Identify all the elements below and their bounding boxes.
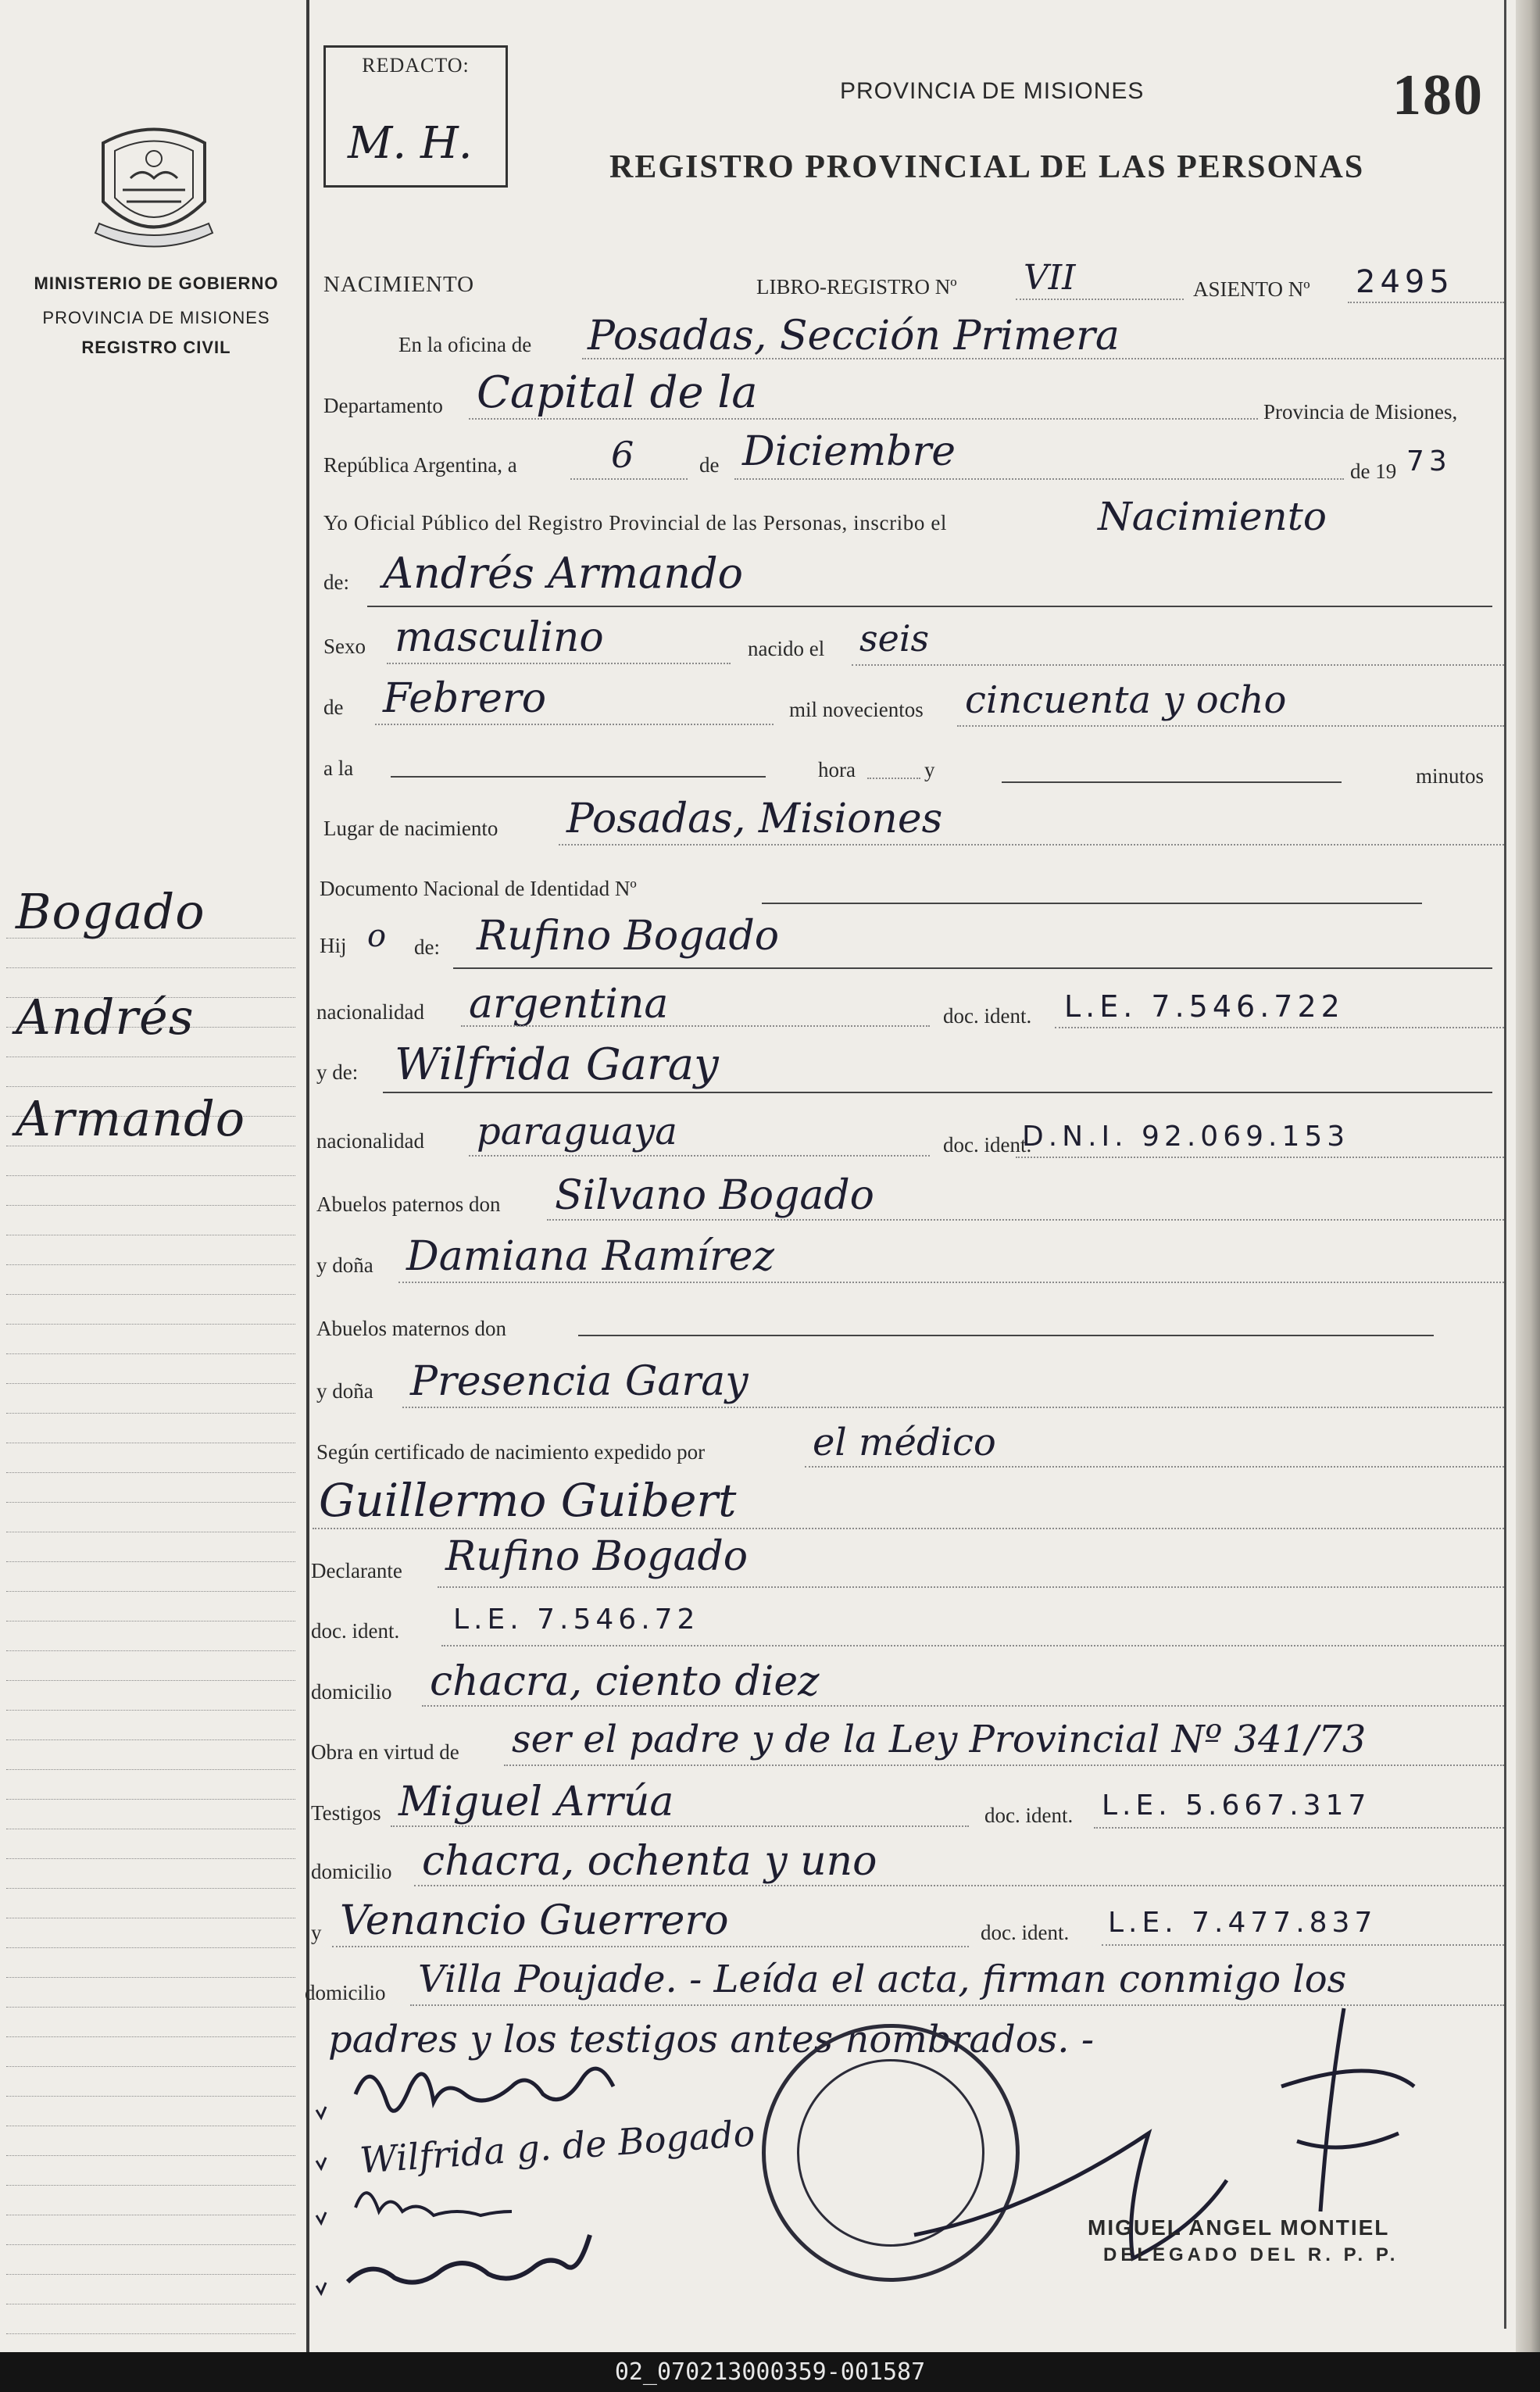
sexo-line	[387, 663, 731, 664]
padre-nac-label: nacionalidad	[316, 1000, 424, 1024]
lugar-value: Posadas, Misiones	[566, 796, 943, 842]
dni-line	[762, 903, 1422, 904]
departamento-line	[469, 418, 1258, 420]
redacto-initials: M. H.	[348, 118, 473, 169]
asiento-value: 2495	[1356, 264, 1454, 300]
official-stamp-name: MIGUEL ANGEL MONTIEL	[1088, 2215, 1390, 2240]
abuela-pat-value: Damiana Ramírez	[406, 1233, 774, 1280]
ministry-line1: MINISTERIO DE GOBIERNO	[34, 274, 279, 293]
departamento-value: Capital de la	[477, 367, 758, 418]
margin-rule	[6, 2096, 295, 2097]
margin-rule	[6, 1502, 295, 1503]
margin-rule	[6, 1858, 295, 1859]
registry-heading: REGISTRO PROVINCIAL DE LAS PERSONAS	[609, 149, 1365, 185]
asiento-line	[1348, 302, 1504, 303]
testigo2-line	[332, 1946, 969, 1947]
decl-dom-label: domicilio	[311, 1680, 392, 1704]
republica-label: República Argentina, a	[323, 453, 517, 477]
mil-value: cincuenta y ocho	[965, 678, 1287, 722]
medico-value: Guillermo Guibert	[319, 1474, 737, 1527]
padre-line	[453, 967, 1492, 969]
signature-3	[356, 2193, 512, 2215]
image-caption-bar	[0, 2352, 1540, 2392]
abuelos-mat-label: Abuelos maternos don	[316, 1317, 506, 1340]
y2-label: y	[311, 1921, 322, 1944]
signature-2: Wilfrida g. de Bogado	[358, 2111, 756, 2182]
madre-nac-label: nacionalidad	[316, 1129, 424, 1153]
lugar-label: Lugar de nacimiento	[323, 817, 498, 840]
y-dona-pat-label: y doña	[316, 1253, 373, 1277]
province-heading: PROVINCIA DE MISIONES	[840, 78, 1145, 104]
hijo-label: Hij	[320, 934, 347, 957]
hora-label: hora	[818, 758, 856, 781]
signature-4	[348, 2235, 590, 2283]
official-stamp-role: DELEGADO DEL R. P. P.	[1103, 2244, 1399, 2265]
decl-dom-line	[422, 1705, 1504, 1707]
obra-label: Obra en virtud de	[311, 1740, 459, 1764]
margin-rule	[6, 1888, 295, 1889]
margin-rule	[6, 2274, 295, 2275]
margin-rule	[6, 1650, 295, 1651]
y-label: y	[924, 758, 935, 781]
margin-rule	[6, 1977, 295, 1978]
obra-value: ser el padre y de la Ley Provincial Nº 341/73	[512, 1718, 1367, 1761]
margin-rule	[6, 1383, 295, 1384]
margin-rule	[6, 1086, 295, 1087]
margin-second-name: Armando	[16, 1090, 246, 1147]
testigo2-doc-value: L.E. 7.477.837	[1108, 1907, 1377, 1939]
margin-rule	[6, 2155, 295, 2156]
redacto-label: REDACTO:	[362, 54, 470, 77]
mes-line	[734, 478, 1344, 480]
madre-doc-label: doc. ident.	[943, 1133, 1032, 1157]
y-de-label: y de:	[316, 1060, 359, 1084]
obra-line	[504, 1765, 1504, 1766]
testigo1-value: Miguel Arrúa	[398, 1779, 674, 1825]
coat-of-arms-icon	[88, 116, 220, 256]
margin-rule	[6, 1175, 295, 1176]
a-la-label: a la	[323, 756, 354, 780]
margin-rule	[6, 2007, 295, 2008]
abuela-mat-line	[402, 1407, 1504, 1408]
lugar-line	[559, 844, 1504, 846]
adjacent-page-edge	[1516, 0, 1540, 2352]
abuelo-mat-line	[578, 1335, 1434, 1336]
testigo1-dom-value: chacra, ochenta y uno	[422, 1838, 877, 1885]
redacto-box	[323, 45, 508, 188]
margin-rule	[6, 1324, 295, 1325]
margin-rule	[6, 1799, 295, 1800]
departamento-label: Departamento	[323, 394, 443, 417]
libro-line	[1016, 299, 1184, 300]
minutos-label: minutos	[1416, 764, 1485, 788]
madre-line	[383, 1092, 1492, 1093]
padre-doc-line	[1055, 1027, 1504, 1028]
testigos-label: Testigos	[311, 1801, 381, 1825]
mes-nac-value: Febrero	[383, 675, 547, 722]
testigo1-dom-label: domicilio	[311, 1860, 392, 1883]
madre-value: Wilfrida Garay	[395, 1039, 719, 1090]
de-colon-label: de:	[323, 570, 349, 594]
provincia-suffix: Provincia de Misiones,	[1263, 400, 1458, 424]
y-dona-mat-label: y doña	[316, 1379, 373, 1403]
testigo2-doc-label: doc. ident.	[981, 1921, 1070, 1944]
oficina-line	[582, 358, 1504, 359]
margin-rule	[6, 1413, 295, 1414]
minutos-line	[1002, 781, 1342, 783]
madre-doc-line	[1016, 1157, 1504, 1158]
margin-rule	[6, 2333, 295, 2334]
image-code: 02_070213000359-001587	[614, 2358, 926, 2386]
decl-doc-label: doc. ident.	[311, 1619, 400, 1643]
margin-rule	[6, 1294, 295, 1295]
margin-rule	[6, 1205, 295, 1206]
abuelo-pat-value: Silvano Bogado	[555, 1172, 874, 1219]
margin-rule	[6, 2036, 295, 2037]
nacido-value: seis	[859, 617, 930, 660]
padre-nac-value: argentina	[469, 981, 669, 1028]
testigo1-dom-line	[414, 1885, 1504, 1886]
padre-nac-line	[461, 1025, 930, 1027]
oficina-value: Posadas, Sección Primera	[588, 313, 1120, 359]
margin-rule	[6, 1561, 295, 1562]
abuelos-pat-label: Abuelos paternos don	[316, 1192, 501, 1216]
de-label: de	[699, 453, 720, 477]
segun-label: Según certificado de nacimiento expedido por	[316, 1440, 706, 1464]
anio-label: de 19	[1350, 459, 1397, 483]
margin-surname: Bogado	[16, 883, 205, 940]
margin-rule	[6, 1264, 295, 1265]
decl-doc-line	[441, 1645, 1504, 1647]
madre-nac-line	[469, 1155, 930, 1157]
segun-value: el médico	[813, 1421, 996, 1464]
padre-doc-label: doc. ident.	[943, 1004, 1032, 1028]
mes-value: Diciembre	[742, 428, 956, 475]
medico-line	[313, 1528, 1504, 1529]
record-type: NACIMIENTO	[323, 272, 475, 297]
dia-value: 6	[611, 434, 634, 476]
asiento-label: ASIENTO Nº	[1193, 277, 1310, 301]
mes-nac-line	[375, 724, 774, 725]
abuelo-pat-line	[547, 1219, 1504, 1221]
margin-rule	[6, 1739, 295, 1740]
margin-rule	[6, 2185, 295, 2186]
padre-doc-value: L.E. 7.546.722	[1064, 989, 1345, 1024]
ministry-line2: PROVINCIA DE MISIONES	[42, 308, 270, 327]
testigo2-doc-line	[1102, 1944, 1504, 1946]
margin-rule	[6, 1680, 295, 1681]
testigo1-doc-value: L.E. 5.667.317	[1102, 1790, 1371, 1822]
hijo-suffix: o	[367, 918, 387, 954]
margin-rule	[6, 2066, 295, 2067]
madre-doc-value: D.N.I. 92.069.153	[1022, 1121, 1350, 1153]
hijo-de-label: de:	[414, 935, 440, 959]
cierre-text: padres y los testigos antes nombrados. -	[328, 2018, 1095, 2061]
libro-label: LIBRO-REGISTRO Nº	[756, 275, 957, 299]
hora-dots	[867, 778, 920, 779]
testigo2-value: Venancio Guerrero	[340, 1897, 729, 1944]
nacido-line	[852, 664, 1504, 666]
margin-rule	[6, 1710, 295, 1711]
abuela-pat-line	[398, 1282, 1504, 1283]
margin-rule	[6, 1353, 295, 1354]
dni-label: Documento Nacional de Identidad Nº	[320, 877, 637, 900]
segun-line	[805, 1466, 1504, 1468]
testigo1-doc-line	[1094, 1827, 1504, 1829]
de2-label: de	[323, 695, 344, 719]
testigo1-line	[391, 1825, 969, 1827]
margin-rule	[6, 1769, 295, 1770]
margin-rule	[6, 967, 295, 968]
folio-number: 180	[1392, 63, 1484, 127]
decl-doc-value: L.E. 7.546.72	[453, 1604, 700, 1636]
testigo1-doc-label: doc. ident.	[984, 1804, 1074, 1827]
madre-nac-value: paraguaya	[477, 1110, 677, 1153]
signature-1	[356, 2068, 613, 2111]
oficina-label: En la oficina de	[398, 333, 532, 356]
dia-line	[570, 478, 688, 480]
libro-value: VII	[1024, 258, 1076, 298]
mil-label: mil novecientos	[789, 698, 924, 721]
margin-rule	[6, 1591, 295, 1592]
nombre-value: Andrés Armando	[383, 549, 744, 598]
testigo2-dom-value: Villa Poujade. - Leída el acta, firman conmigo los	[418, 1958, 1347, 2001]
anio-value: 73	[1406, 445, 1452, 477]
sexo-label: Sexo	[323, 635, 366, 658]
mil-line	[957, 725, 1504, 727]
nombre-line	[367, 606, 1492, 607]
margin-rule	[6, 2244, 295, 2245]
margin-rule	[6, 1947, 295, 1948]
declarante-line	[438, 1586, 1504, 1588]
nacido-label: nacido el	[748, 637, 825, 660]
yo-oficial-label: Yo Oficial Público del Registro Provincial de las Personas, inscribo el	[323, 511, 948, 535]
margin-rule	[6, 1472, 295, 1473]
sexo-value: masculino	[395, 614, 604, 661]
ministry-line3: REGISTRO CIVIL	[81, 338, 231, 357]
declarante-value: Rufino Bogado	[445, 1533, 749, 1580]
hora-line	[391, 776, 766, 778]
padre-value: Rufino Bogado	[477, 913, 780, 960]
inscribo-value: Nacimiento	[1098, 494, 1327, 539]
decl-dom-value: chacra, ciento diez	[430, 1658, 820, 1705]
testigo2-dom-label: domicilio	[305, 1981, 386, 2004]
margin-first-name: Andrés	[16, 989, 195, 1046]
abuela-mat-value: Presencia Garay	[410, 1358, 749, 1405]
declarante-label: Declarante	[311, 1559, 402, 1582]
right-border-line	[1504, 0, 1506, 2329]
